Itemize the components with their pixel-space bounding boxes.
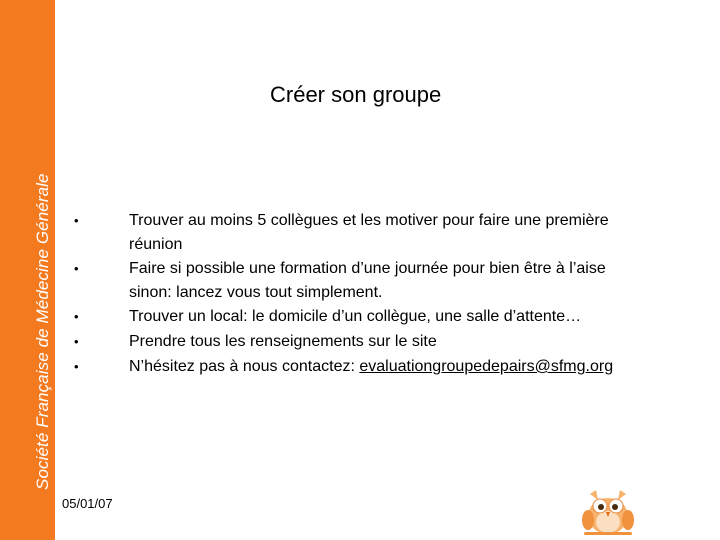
sidebar-organization-name: Société Française de Médecine Générale (33, 173, 52, 490)
bullet-list (70, 208, 650, 379)
bullet-text: Prendre tous les renseignements sur le site (129, 333, 437, 350)
owl-pupil-left (598, 504, 604, 510)
owl-ear-right (618, 490, 626, 500)
bullet-text-continued: sinon: lancez vous tout simplement. (129, 284, 383, 301)
owl-branch (584, 532, 632, 535)
slide-title: Créer son groupe (270, 82, 442, 107)
owl-icon (580, 488, 636, 536)
bullet-item (70, 329, 650, 354)
slide-date: 05/01/07 (62, 496, 113, 511)
bullet-text-continued: réunion (129, 236, 183, 253)
bullet-item (70, 304, 650, 329)
owl-wing-right (622, 510, 634, 530)
bullet-marker: • (74, 309, 79, 324)
owl-pupil-right (612, 504, 618, 510)
bullet-item (70, 208, 650, 256)
contact-email-link[interactable]: evaluationgroupedepairs@sfmg.org (359, 358, 614, 375)
bullet-item (70, 354, 650, 379)
owl-ear-left (590, 490, 598, 500)
contact-prefix: N’hésitez pas à nous contactez: (129, 358, 360, 375)
bullet-marker: • (74, 334, 79, 349)
bullet-text: Trouver au moins 5 collègues et les motiver pour faire une première (129, 212, 609, 229)
bullet-text: Trouver un local: le domicile d’un collègue, une salle d’attente… (129, 308, 582, 325)
bullet-text (129, 354, 650, 379)
bullet-item (70, 256, 650, 304)
sidebar (0, 0, 55, 540)
owl-wing-left (582, 510, 594, 530)
bullet-marker: • (74, 213, 79, 228)
bullet-marker: • (74, 261, 79, 276)
bullet-text: Faire si possible une formation d’une journée pour bien être à l’aise (129, 260, 606, 277)
bullet-marker: • (74, 359, 79, 374)
